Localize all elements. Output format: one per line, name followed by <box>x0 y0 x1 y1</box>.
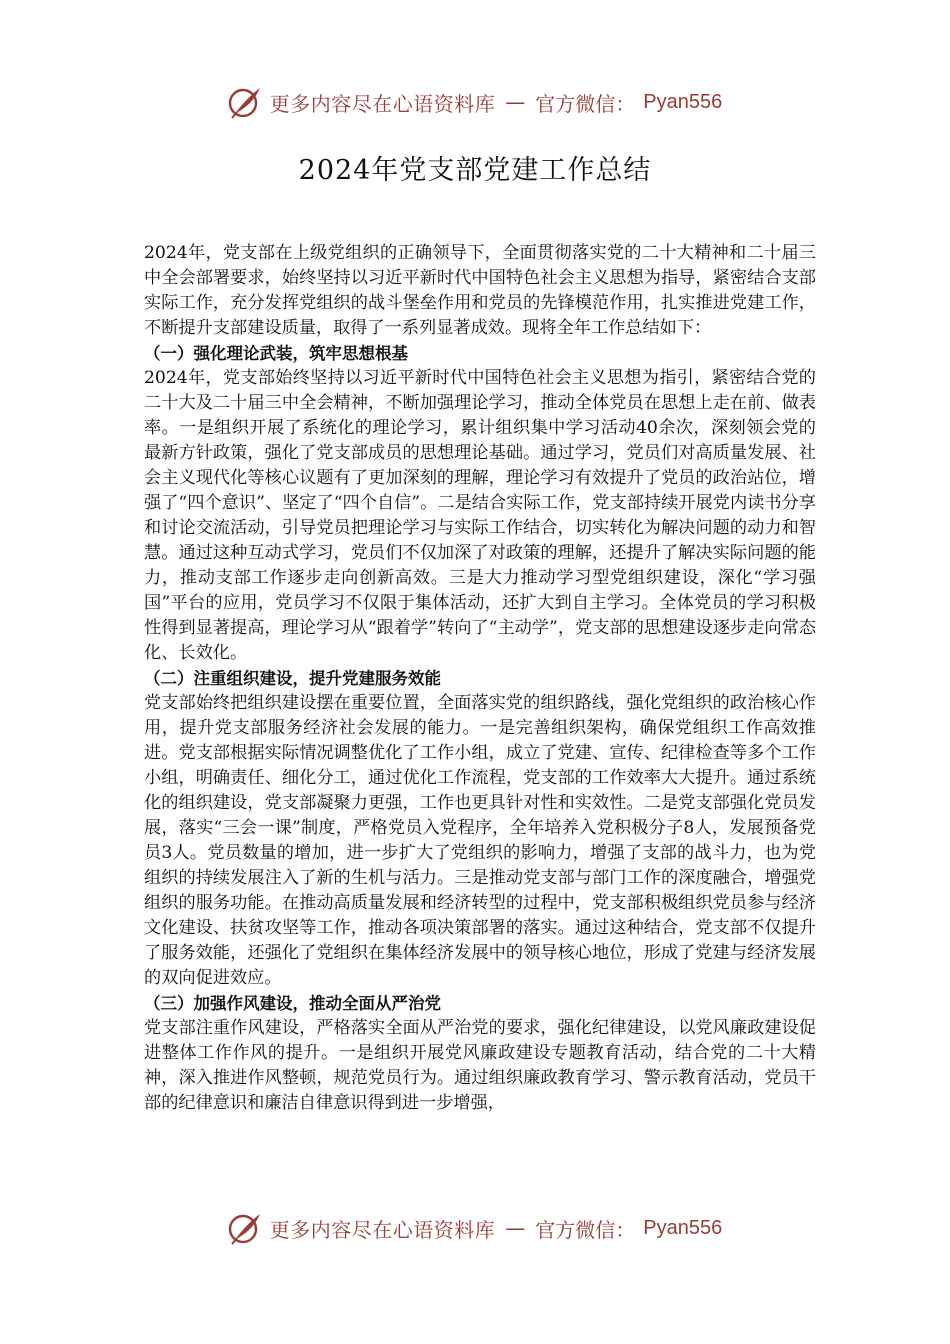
header-banner <box>0 82 950 122</box>
banner-text: 更多内容尽在心语资料库 <box>269 1217 496 1242</box>
intro-paragraph: 2024年，党支部在上级党组织的正确领导下，全面贯彻落实党的二十大精神和二十届三中全会部署要求，始终坚持以习近平新时代中国特色社会主义思想为指导，紧密结合支部实际工作，充分发挥党组织的战斗堡垒作用和党员的先锋模范作用，扎实推进党建工作，不断提升支部建设质量，取得了一系列显著成效。现将全年工作总结如下： <box>144 243 816 338</box>
section-body-1: 2024年，党支部始终坚持以习近平新时代中国特色社会主义思想为指引，紧密结合党的二十大及二十届三中全会精神，不断加强理论学习，推动全体党员在思想上走在前、做表率。一是组织开展了系统化的理论学习，累计组织集中学习活动40余次，深刻领会党的最新方针政策，强化了党支部成员的思想理论基础。通过学习，党员们对高质量发展、社会主义现代化等核心议题有了更加深刻的理解，理论学习有效提升了党员的政治站位，增强了“四个意识”、坚定了“四个自信”。二是结合实际工作，党支部持续开展党内读书分享和讨论交流活动，引导党员把理论学习与实际工作结合，切实转化为解决问题的动力和智慧。通过这种互动式学习，党员们不仅加深了对政策的理解，还提升了解决实际问题的能力，推动支部工作逐步走向创新高效。三是大力推动学习型党组织建设，深化“学习强国”平台的应用，党员学习不仅限于集体活动，还扩大到自主学习。全体党员的学习积极性得到显著提高，理论学习从“跟着学”转向了“主动学”，党支部的思想建设逐步走向常态化、长效化。 <box>144 368 816 663</box>
section-heading-3: （三）加强作风建设，推动全面从严治党 <box>144 994 441 1013</box>
banner-separator: — <box>505 1216 526 1240</box>
section-heading-1: （一）强化理论武装，筑牢思想根基 <box>144 344 408 363</box>
banner-separator: — <box>505 90 526 114</box>
page-title: 2024年党支部党建工作总结 <box>298 155 652 186</box>
quill-logo-icon <box>228 85 262 119</box>
banner-text: 更多内容尽在心语资料库 <box>269 91 496 116</box>
quill-logo-icon <box>228 1211 262 1245</box>
banner-wechat-label: 官方微信： <box>535 91 636 116</box>
banner-wechat-id: Pyan556 <box>643 90 723 113</box>
document-body <box>144 241 816 1116</box>
banner-wechat-id: Pyan556 <box>643 1216 723 1239</box>
footer-banner <box>0 1208 950 1248</box>
section-heading-2: （二）注重组织建设，提升党建服务效能 <box>144 669 441 688</box>
banner-wechat-label: 官方微信： <box>535 1217 636 1242</box>
section-body-3: 党支部注重作风建设，严格落实全面从严治党的要求，强化纪律建设，以党风廉政建设促进整体工作作风的提升。一是组织开展党风廉政建设专题教育活动，结合党的二十大精神，深入推进作风整顿，规范党员行为。通过组织廉政教育学习、警示教育活动，党员干部的纪律意识和廉洁自律意识得到进一步增强， <box>144 1018 816 1113</box>
section-body-2: 党支部始终把组织建设摆在重要位置，全面落实党的组织路线，强化党组织的政治核心作用，提升党支部服务经济社会发展的能力。一是完善组织架构，确保党组织工作高效推进。党支部根据实际情况调整优化了工作小组，成立了党建、宣传、纪律检查等多个工作小组，明确责任、细化分工，通过优化工作流程，党支部的工作效率大大提升。通过系统化的组织建设，党支部凝聚力更强，工作也更具针对性和实效性。二是党支部强化党员发展，落实“三会一课”制度，严格党员入党程序，全年培养入党积极分子8人，发展预备党员3人。党员数量的增加，进一步扩大了党组织的影响力，增强了支部的战斗力，也为党组织的持续发展注入了新的生机与活力。三是推动党支部与部门工作的深度融合，增强党组织的服务功能。在推动高质量发展和经济转型的过程中，党支部积极组织党员参与经济文化建设、扶贫攻坚等工作，推动各项决策部署的落实。通过这种结合，党支部不仅提升了服务效能，还强化了党组织在集体经济发展中的领导核心地位，形成了党建与经济发展的双向促进效应。 <box>144 693 816 988</box>
